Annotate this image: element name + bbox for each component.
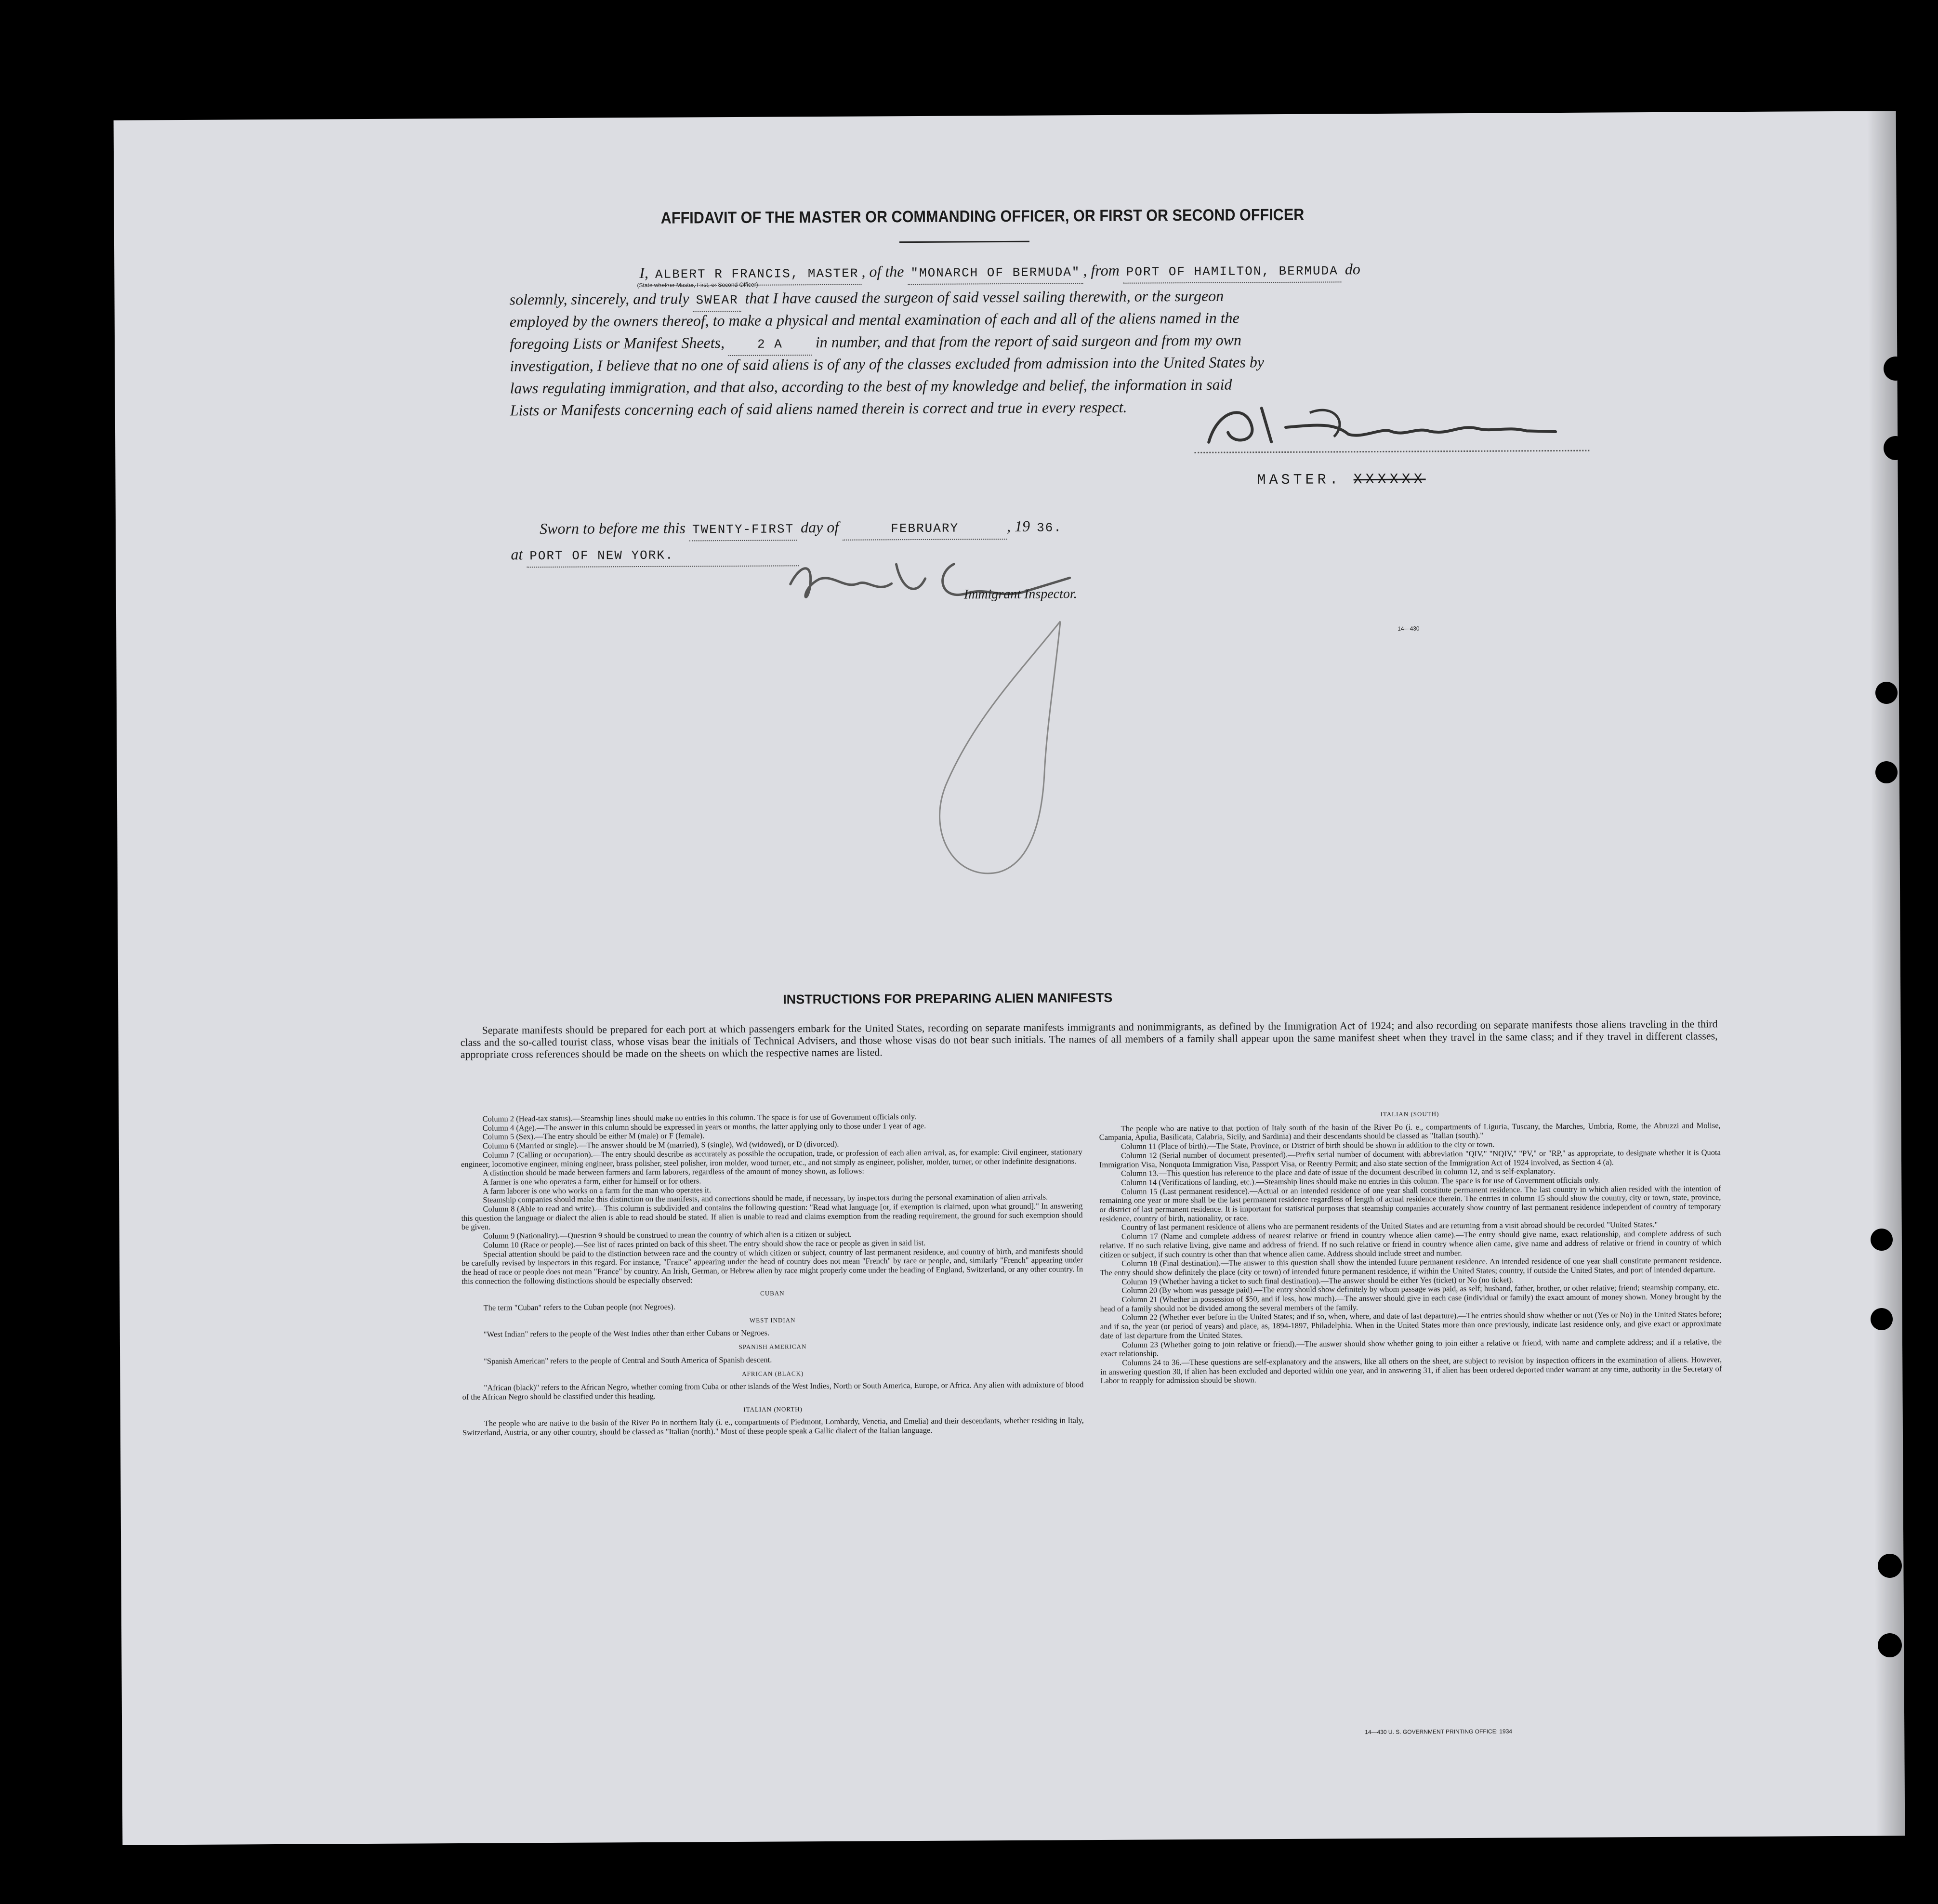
race-text: The people who are native to the basin of the River Po in northern Italy (i. e., compartments of Piedmont, Lombardy, Venetia, and Emelia) and their descendants, whether residing in Italy, Switzerland, Austria, or any other country, should be classed as "Italian (north)." Most of these people speak a Gallic dialect of the Italian language. (462, 1415, 1084, 1438)
punch-hole (1878, 1633, 1902, 1657)
right-paragraph: Column 23 (Whether going to join relative or friend).—The answer should show whether going to join either a relative or friend, with name and complete address; and if a relative, the exact relationship. (1100, 1336, 1722, 1359)
right-paragraph: The people who are native to that portion of Italy south of the basin of the River Po (i. e., compartments of Liguria, Tuscany, the Marches, Umbria, Rome, the Abruzzi and Molise, Campania, Apulia, Basilicata, Calabria, Sicily, and Sardinia) and their descendants should be classed as "Italian (south)." (1099, 1120, 1721, 1142)
sworn-day-field: TWENTY-FIRST (689, 518, 797, 541)
line2-prefix: solemnly, sincerely, and truly (509, 290, 689, 308)
right-paragraph: Column 20 (By whom was passage paid).—The entry should show definitely by whom passage was paid, as self; husband, father, brother, or other relative; friend; steamship company, etc. (1121, 1283, 1719, 1296)
left-paragraph: Steamship companies should make this distinction on the manifests, and corrections should be made, if necessary, by inspectors during the personal examination of alien arrivals. (483, 1192, 1048, 1205)
instructions-title: INSTRUCTIONS FOR PREPARING ALIEN MANIFESTS (783, 990, 1113, 1007)
affidavit-line-7: Lists or Manifests concerning each of said aliens named therein is correct and true in every respect. (510, 398, 1127, 419)
race-text: The term "Cuban" refers to the Cuban people (not Negroes). (483, 1302, 675, 1312)
left-paragraph: A farm laborer is one who works on a farm for the man who operates it. (483, 1185, 712, 1196)
right-paragraph: Column 14 (Verifications of landing, etc.).—Steamship lines should make no entries in this column. The space is for use of Government officials only. (1121, 1175, 1600, 1187)
race-heading: SPANISH AMERICAN (738, 1343, 807, 1351)
line1-end: do (1345, 260, 1360, 278)
affidavit-line-3: employed by the owners thereof, to make a physical and mental examination of each and all of the aliens named in the (509, 309, 1239, 331)
punch-hole (1875, 682, 1898, 704)
right-paragraph: Column 18 (Final destination).—The answer to this question shall show the intended future permanent residence. An intended residence of one year shall constitute permanent residence. The entry should show definitely the place (city or town) of intended future permanent residence, if within the United States; country, if outside the United States, and port of intended departure. (1100, 1256, 1722, 1277)
race-text: "African (black)" refers to the African Negro, whether coming from Cuba or other islands of the West Indies, North or South America, Europe, or Africa. Any alien with admixture of blood of the African Negro should be classified under this heading. (462, 1380, 1084, 1402)
punch-hole (1884, 436, 1908, 460)
instructions-left-column (461, 1111, 1083, 1438)
inspector-label: Immigrant Inspector. (963, 586, 1077, 602)
instructions-intro: Separate manifests should be prepared for each port at which passengers embark for the United States, recording on separate manifests immigrants and nonimmigrants, as defined by the Immigration Act of 1924; and also recording on separate manifests those aliens traveling in the third class and the so-called tourist class, whose visas bear the initials of Technical Advisers, and those whose visas do not bear such initials. The names of all members of a family shall appear upon the same manifest sheet when they travel in the same class; and if they travel in different classes, appropriate cross references should be made on the sheets on which the respective names are listed. (460, 1018, 1718, 1060)
at-line (511, 542, 799, 568)
left-paragraph: Column 8 (Able to read and write).—This column is subdivided and contains the following question: "Read what language [or, if exemption is claimed, upon what ground]." In answering this question the language or dialect the alien is able to read should be stated. If alien is unable to read and claims exemption from the reading requirement, the ground for such exemption should be given. (461, 1201, 1083, 1232)
right-paragraph: Column 11 (Place of birth).—The State, Province, or District of birth should be shown in addition to the city or town. (1121, 1139, 1495, 1151)
affidavit-line-5: investigation, I believe that no one of said aliens is of any of the classes excluded from admission into the United States by (510, 353, 1265, 375)
race-heading: WEST INDIAN (749, 1316, 796, 1324)
form-code: 14—430 (1397, 625, 1420, 632)
left-paragraph: Column 6 (Married or single).—The answer should be M (married), S (single), Wd (widowed), or D (divorced). (482, 1139, 839, 1150)
line1-mid2: , from (1083, 261, 1120, 279)
affidavit-title: AFFIDAVIT OF THE MASTER OR COMMANDING OFFICER, OR FIRST OR SECOND OFFICER (660, 205, 1305, 227)
race-text: "Spanish American" refers to the people of Central and South America of Spanish descent. (484, 1355, 772, 1366)
left-paragraph: A farmer is one who operates a farm, either for himself or for others. (483, 1176, 701, 1187)
master-label: MASTER. (1257, 472, 1342, 489)
race-heading: AFRICAN (BLACK) (742, 1369, 804, 1377)
punch-hole (1875, 761, 1898, 783)
left-paragraph: Column 4 (Age).—The answer in this column should be expressed in years or months, the latter applying only to those under 1 year of age. (482, 1121, 926, 1133)
sworn-prefix: Sworn to before me this (540, 519, 686, 538)
line4-text: in number, and that from the report of said surgeon and from my own (815, 331, 1242, 351)
departure-port-field: PORT OF HAMILTON, BERMUDA (1123, 260, 1341, 283)
left-paragraph: Special attention should be paid to the distinction between race and the country of which citizen or subject, country of last permanent residence, and country of birth, and manifests should be carefully revised by inspectors in this regard. For instance, "France" appearing under the head of country does not mean "French" by race or people, and, similarly "French" appearing under the head of race or people does not mean "France" by country. An Irish, German, or Hebrew alien by race might properly come under the heading of England, Switzerland, or any other country. In this connection the following distinctions should be especially observed: (461, 1246, 1083, 1286)
at-place-field: PORT OF NEW YORK. (527, 544, 799, 568)
instructions-right-column (1099, 1108, 1722, 1386)
oath-field: SWEAR (693, 290, 741, 312)
punch-hole (1884, 357, 1908, 381)
right-paragraph: Column 22 (Whether ever before in the United States; and if so, when, where, and date of last departure).—The entries should show whether or not (Yes or No) in the United States before; and if so, the year (or period of years) and place, as, 1894-1897, Philadelphia. When in the United States more than once previously, indicate last residence only, and give exact or approximate date of last departure from the United States. (1100, 1309, 1722, 1340)
vessel-name-field: "MONARCH OF BERMUDA" (908, 262, 1083, 285)
sworn-year-prefix: , 19 (1006, 517, 1030, 535)
officer-name-field: ALBERT R FRANCIS, MASTER (652, 263, 862, 286)
sworn-mid: day of (801, 518, 839, 536)
sworn-year-field: 36. (1036, 520, 1062, 535)
left-paragraph: Column 9 (Nationality).—Question 9 should be construed to mean the country of which alien is a citizen or subject. (483, 1229, 852, 1241)
affidavit-line-6: laws regulating immigration, and that also, according to the best of my knowledge and belief, the information in said (510, 375, 1232, 397)
struck-officer-title: XXXXXX (1353, 471, 1426, 489)
punch-hole (1871, 1308, 1893, 1330)
left-paragraph: Column 7 (Calling or occupation).—The entry should describe as accurately as possible the occupation, trade, or profession of each alien arrival, as, for example: Civil engineer, stationary engineer, locomotive engineer, mining engineer, brass polisher, steel polisher, iron molder, wood turner, etc., and not simply as engineer, polisher, molder, turner, or other indefinite designations. (461, 1147, 1082, 1169)
title-rule (899, 241, 1029, 243)
right-paragraph: Column 21 (Whether in possession of $50, and if less, how much).—The answer should give in each case (individual or family) the exact amount of money shown. Money brought by the head of a family should not be divided among the several members of the family. (1100, 1292, 1722, 1313)
race-heading: CUBAN (760, 1289, 785, 1297)
punch-hole (1878, 1554, 1902, 1578)
race-text: "West Indian" refers to the people of the West Indies other than either Cubans or Negroes. (483, 1328, 770, 1339)
officer-note: (State whether Master, First, or Second Officer) (637, 281, 758, 289)
right-paragraph: Column 13.—This question has reference to the place and date of issue of the document described in column 12, and is self-explanatory. (1121, 1166, 1556, 1178)
left-paragraph: Column 2 (Head-tax status).—Steamship lines should make no entries in this column. The space is for use of Government officials only. (482, 1112, 917, 1124)
inspector-signature (771, 544, 1139, 979)
left-paragraph: Column 5 (Sex).—The entry should be either M (male) or F (female). (482, 1131, 705, 1142)
sworn-line (540, 515, 1065, 542)
master-signature (1189, 397, 1604, 452)
right-paragraph: Columns 24 to 36.—These questions are self-explanatory and the answers, like all others on the sheet, are subject to revision by inspection officers in the examination of aliens. However, in answering question 30, if alien has been excluded and deported within one year, and in answering 31, if alien has been ordered deported under warrant at any time, authority in the Secretary of Labor to reapply for admission should be shown. (1100, 1355, 1722, 1386)
line4-prefix: foregoing Lists or Manifest Sheets, (509, 334, 725, 353)
printing-office-footer: 14—430 U. S. GOVERNMENT PRINTING OFFICE: 1934 (1365, 1728, 1513, 1736)
right-paragraph: Column 15 (Last permanent residence).—Actual or an intended residence of one year shall constitute permanent residence. The last country in which alien resided with the intention of remaining one year or more shall be the last permanent residence regardless of length of actual residence therein. The entries in column 15 should show the country, city or town, state, province, or district of last permanent residence. It is important for statistical purposes that steamship companies accurately show country of last permanent residence independent of country of temporary residence, country of birth, nationality, or race. (1099, 1183, 1721, 1223)
line1-mid1: , of the (861, 263, 904, 280)
right-paragraph: Country of last permanent residence of aliens who are permanent residents of the United States and are returning from a visit abroad should be recorded "United States." (1121, 1220, 1658, 1232)
right-paragraph: Column 12 (Serial number of document presented).—Prefix serial number of document with abbreviation "QIV," "NQIV," "PV," or "RP," as appropriate, to designate whether it is Quota Immigration Visa, Nonquota Immigration Visa, Passport Visa, or Reentry Permit; and also state section of the Immigration Act of 1924 involved, as Section 4 (a). (1099, 1148, 1721, 1169)
document-page (114, 111, 1905, 1845)
left-paragraph: Column 10 (Race or people).—See list of races printed on back of this sheet. The entry should show the race or people as given in said list. (483, 1238, 926, 1250)
punch-hole (1871, 1229, 1893, 1251)
at-prefix: at (511, 545, 523, 563)
sheet-count-field: 2 A (728, 333, 812, 356)
line1-prefix: I, (639, 264, 649, 281)
master-title (1257, 471, 1426, 489)
line2-text: that I have caused the surgeon of said vessel sailing therewith, or the surgeon (745, 287, 1224, 307)
race-heading: ITALIAN (NORTH) (743, 1405, 803, 1413)
left-paragraph: A distinction should be made between farmers and farm laborers, regardless of the amount of money shown, as follows: (483, 1166, 864, 1177)
race-heading: ITALIAN (SOUTH) (1380, 1110, 1439, 1118)
right-paragraph: Column 19 (Whether having a ticket to such final destination).—The answer should be either Yes (ticket) or No (no ticket). (1121, 1275, 1514, 1286)
sworn-month-field: FEBRUARY (843, 517, 1007, 541)
right-paragraph: Column 17 (Name and complete address of nearest relative or friend in country whence alien came).—The entry should give name, exact relationship, and complete address of such relative. If no such relative living, give name and address of friend. If no such relative or friend in country whence alien came, give name and address of relative or friend in country of which citizen or subject, if such country is other than that whence alien came. Address should include street and number. (1099, 1229, 1721, 1259)
